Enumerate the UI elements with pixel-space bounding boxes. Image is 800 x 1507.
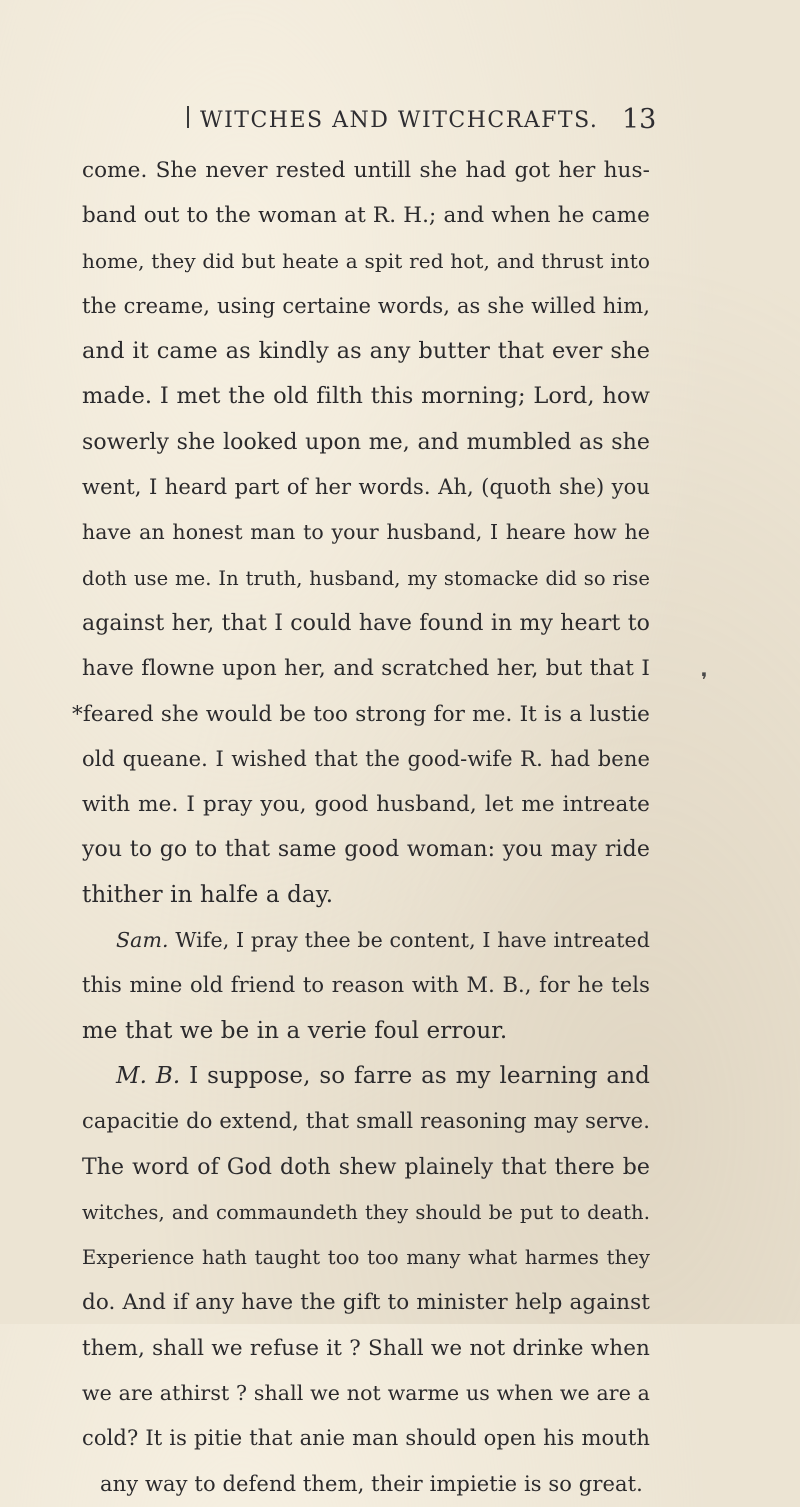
text-line: do. And if any have the gift to minister help against — [82, 1290, 650, 1316]
text-line: *feared she would be too strong for me. It is a lustie — [72, 701, 650, 727]
running-title: WITCHES AND WITCHCRAFTS. — [200, 108, 599, 133]
text-line: we are athirst ? shall we not warme us when we are a — [82, 1381, 650, 1406]
speaker-name: Sam. — [116, 928, 169, 953]
speaker-name: M. B. — [116, 1062, 181, 1089]
text-line: have an honest man to your husband, I heare how he — [82, 520, 650, 545]
text-line: doth use me. In truth, husband, my stomacke did so rise — [82, 566, 650, 590]
page-number: 13 — [622, 104, 657, 135]
text-line: with me. I pray you, good husband, let me intreate — [82, 792, 650, 818]
text-line: sowerly she looked upon me, and mumbled as she — [82, 429, 650, 455]
text-line: this mine old friend to reason with M. B., for he tels — [82, 973, 650, 998]
text-line: made. I met the old filth this morning; Lord, how — [82, 383, 650, 410]
text-line: The word of God doth shew plainely that there be — [82, 1154, 650, 1180]
text-line: come. She never rested untill she had got her hus- — [82, 158, 650, 183]
speech-line — [82, 918, 650, 963]
text-line: have flowne upon her, and scratched her, but that I — [82, 656, 650, 682]
text-line: cold? It is pitie that anie man should open his mouth — [82, 1426, 650, 1451]
speech-line — [82, 1054, 650, 1099]
margin-speck: ❜ — [701, 668, 708, 692]
text-line: me that we be in a verie foul errour. — [82, 1017, 508, 1044]
speech-text: I suppose, so farre as my learning and — [189, 1062, 650, 1089]
text-line: old queane. I wished that the good-wife R. had bene — [82, 746, 650, 771]
text-line: any way to defend them, their impietie is so great. — [100, 1471, 643, 1496]
text-line: witches, and commaundeth they should be put to death. — [82, 1200, 650, 1224]
text-line: the creame, using certaine words, as she willed him, — [82, 293, 650, 318]
margin-rule-mark — [187, 106, 189, 128]
text-line: thither in halfe a day. — [82, 881, 334, 908]
text-line: Experience hath taught too too many what harmes they — [82, 1246, 650, 1270]
text-line: went, I heard part of her words. Ah, (quoth she) you — [82, 475, 650, 500]
text-line: home, they did but heate a spit red hot, and thrust into — [82, 248, 650, 273]
speech-text: Wife, I pray thee be content, I have intreated — [175, 928, 651, 953]
text-line: and it came as kindly as any butter that ever she — [82, 338, 650, 365]
text-line: them, shall we refuse it ? Shall we not drinke when — [82, 1335, 650, 1361]
body-text — [72, 148, 651, 1507]
text-line: capacitie do extend, that small reasoning may serve. — [82, 1109, 650, 1134]
text-line: band out to the woman at R. H.; and when he came — [82, 203, 650, 229]
text-line: against her, that I could have found in my heart to — [82, 610, 650, 636]
text-line: you to go to that same good woman: you may ride — [82, 837, 650, 863]
